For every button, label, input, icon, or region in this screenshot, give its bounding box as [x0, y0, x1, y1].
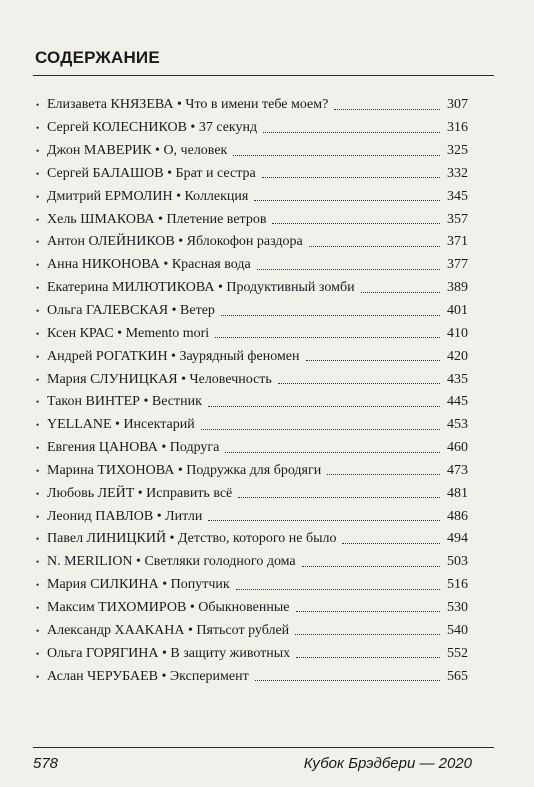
heading-rule — [33, 75, 494, 76]
entry-author-title: Максим ТИХОМИРОВ • Обыкновенные — [47, 599, 290, 615]
bullet-icon: • — [36, 260, 40, 271]
entry-author-title: Марина ТИХОНОВА • Подружка для бродяги — [47, 462, 322, 478]
dot-leader — [295, 634, 440, 635]
bullet-icon: • — [36, 237, 40, 248]
bullet-icon: • — [36, 420, 40, 431]
dot-leader — [262, 177, 440, 178]
dot-leader — [238, 497, 440, 498]
bullet-icon: • — [36, 557, 40, 568]
entry-page-number: 540 — [447, 622, 468, 638]
entry-page-number: 565 — [447, 668, 468, 684]
bullet-icon: • — [36, 488, 40, 499]
entry-page-number: 401 — [447, 303, 468, 319]
bullet-icon: • — [36, 397, 40, 408]
dot-leader — [306, 360, 440, 361]
entry-author-title: Екатерина МИЛЮТИКОВА • Продуктивный зомби — [47, 280, 355, 296]
entry-page-number: 473 — [447, 462, 468, 478]
toc-entry — [36, 231, 468, 254]
toc-entry — [36, 277, 468, 300]
toc-entry — [36, 345, 468, 368]
bullet-icon: • — [36, 602, 40, 613]
entry-author-title: N. MERILION • Светляки голодного дома — [47, 554, 296, 570]
bullet-icon: • — [36, 511, 40, 522]
toc-entry — [36, 642, 468, 665]
entry-page-number: 503 — [447, 554, 468, 570]
entry-page-number: 516 — [447, 577, 468, 593]
toc-entry — [36, 94, 468, 117]
entry-author-title: Такон ВИНТЕР • Вестник — [47, 394, 202, 410]
entry-page-number: 389 — [447, 280, 468, 296]
entry-page-number: 377 — [447, 257, 468, 273]
toc-entry — [36, 482, 468, 505]
dot-leader — [236, 589, 440, 590]
bullet-icon: • — [36, 625, 40, 636]
running-title: Кубок Брэдбери — 2020 — [303, 755, 472, 772]
dot-leader — [296, 611, 441, 612]
toc-entry — [36, 117, 468, 140]
dot-leader — [342, 543, 440, 544]
entry-page-number: 307 — [447, 97, 468, 113]
toc-entry — [36, 163, 468, 186]
dot-leader — [309, 246, 440, 247]
entry-page-number: 445 — [447, 394, 468, 410]
toc-entry — [36, 597, 468, 620]
entry-author-title: Ксен КРАС • Memento mori — [47, 325, 210, 341]
entry-page-number: 552 — [447, 645, 468, 661]
toc-entry — [36, 619, 468, 642]
dot-leader — [215, 337, 440, 338]
entry-author-title: Сергей БАЛАШОВ • Брат и сестра — [47, 165, 256, 181]
entry-page-number: 332 — [447, 165, 468, 181]
entry-author-title: Ольга ГАЛЕВСКАЯ • Ветер — [47, 303, 215, 319]
entry-page-number: 486 — [447, 508, 468, 524]
entry-page-number: 481 — [447, 485, 468, 501]
dot-leader — [221, 315, 440, 316]
entry-author-title: Дмитрий ЕРМОЛИН • Коллекция — [47, 188, 249, 204]
bullet-icon: • — [36, 328, 40, 339]
entry-author-title: Мария СИЛКИНА • Попутчик — [47, 577, 230, 593]
entry-page-number: 345 — [447, 188, 468, 204]
entry-author-title: Анна НИКОНОВА • Красная вода — [47, 257, 251, 273]
entry-page-number: 371 — [447, 234, 468, 250]
toc-entry — [36, 665, 468, 688]
footer-rule — [33, 747, 494, 748]
toc-entry — [36, 460, 468, 483]
entry-page-number: 435 — [447, 371, 468, 387]
dot-leader — [263, 132, 440, 133]
toc-entry — [36, 140, 468, 163]
entry-author-title: Аслан ЧЕРУБАЕВ • Эксперимент — [47, 668, 249, 684]
toc-entry — [36, 208, 468, 231]
bullet-icon: • — [36, 100, 40, 111]
entry-author-title: Любовь ЛЕЙТ • Исправить всё — [47, 485, 233, 501]
toc-entry — [36, 437, 468, 460]
entry-page-number: 410 — [447, 325, 468, 341]
dot-leader — [208, 406, 440, 407]
dot-leader — [257, 269, 440, 270]
entry-author-title: Сергей КОЛЕСНИКОВ • 37 секунд — [47, 120, 258, 136]
entry-author-title: YELLANE • Инсектарий — [47, 417, 195, 433]
bullet-icon: • — [36, 123, 40, 134]
bullet-icon: • — [36, 648, 40, 659]
toc-entry — [36, 414, 468, 437]
dot-leader — [327, 474, 440, 475]
bullet-icon: • — [36, 671, 40, 682]
bullet-icon: • — [36, 374, 40, 385]
bullet-icon: • — [36, 351, 40, 362]
entry-page-number: 494 — [447, 531, 468, 547]
dot-leader — [296, 657, 440, 658]
dot-leader — [233, 155, 440, 156]
bullet-icon: • — [36, 283, 40, 294]
dot-leader — [302, 566, 440, 567]
bullet-icon: • — [36, 214, 40, 225]
bullet-icon: • — [36, 443, 40, 454]
entry-author-title: Елизавета КНЯЗЕВА • Что в имени тебе моем? — [47, 97, 329, 113]
bullet-icon: • — [36, 306, 40, 317]
toc-entry — [36, 505, 468, 528]
entry-page-number: 460 — [447, 440, 468, 456]
dot-leader — [254, 200, 440, 201]
dot-leader — [334, 109, 440, 110]
entry-author-title: Евгения ЦАНОВА • Подруга — [47, 440, 220, 456]
bullet-icon: • — [36, 146, 40, 157]
dot-leader — [201, 429, 440, 430]
page-number: 578 — [33, 755, 59, 772]
toc-entry — [36, 254, 468, 277]
entry-page-number: 420 — [447, 348, 468, 364]
toc-entry — [36, 185, 468, 208]
toc-entry — [36, 528, 468, 551]
bullet-icon: • — [36, 580, 40, 591]
entry-author-title: Мария СЛУНИЦКАЯ • Человечность — [47, 371, 272, 387]
entry-page-number: 357 — [447, 211, 468, 227]
dot-leader — [361, 292, 440, 293]
entry-author-title: Хель ШМАКОВА • Плетение ветров — [47, 211, 267, 227]
entry-author-title: Андрей РОГАТКИН • Заурядный феномен — [47, 348, 300, 364]
entry-author-title: Павел ЛИНИЦКИЙ • Детство, которого не было — [47, 531, 337, 547]
entry-page-number: 316 — [447, 120, 468, 136]
bullet-icon: • — [36, 465, 40, 476]
entry-author-title: Антон ОЛЕЙНИКОВ • Яблокофон раздора — [47, 234, 303, 250]
toc-entry — [36, 300, 468, 323]
dot-leader — [278, 383, 440, 384]
dot-leader — [225, 452, 440, 453]
bullet-icon: • — [36, 168, 40, 179]
page-heading: СОДЕРЖАНИЕ — [35, 48, 160, 67]
table-of-contents — [36, 94, 468, 688]
dot-leader — [208, 520, 440, 521]
toc-entry — [36, 322, 468, 345]
entry-page-number: 325 — [447, 143, 468, 159]
toc-entry — [36, 574, 468, 597]
dot-leader — [272, 223, 440, 224]
entry-author-title: Джон МАВЕРИК • О, человек — [47, 143, 228, 159]
entry-author-title: Леонид ПАВЛОВ • Литли — [47, 508, 203, 524]
bullet-icon: • — [36, 191, 40, 202]
entry-page-number: 453 — [447, 417, 468, 433]
entry-page-number: 530 — [447, 599, 468, 615]
dot-leader — [255, 680, 440, 681]
toc-entry — [36, 551, 468, 574]
entry-author-title: Александр ХААКАНА • Пятьсот рублей — [47, 622, 290, 638]
toc-entry — [36, 391, 468, 414]
toc-entry — [36, 368, 468, 391]
bullet-icon: • — [36, 534, 40, 545]
entry-author-title: Ольга ГОРЯГИНА • В защиту животных — [47, 645, 291, 661]
